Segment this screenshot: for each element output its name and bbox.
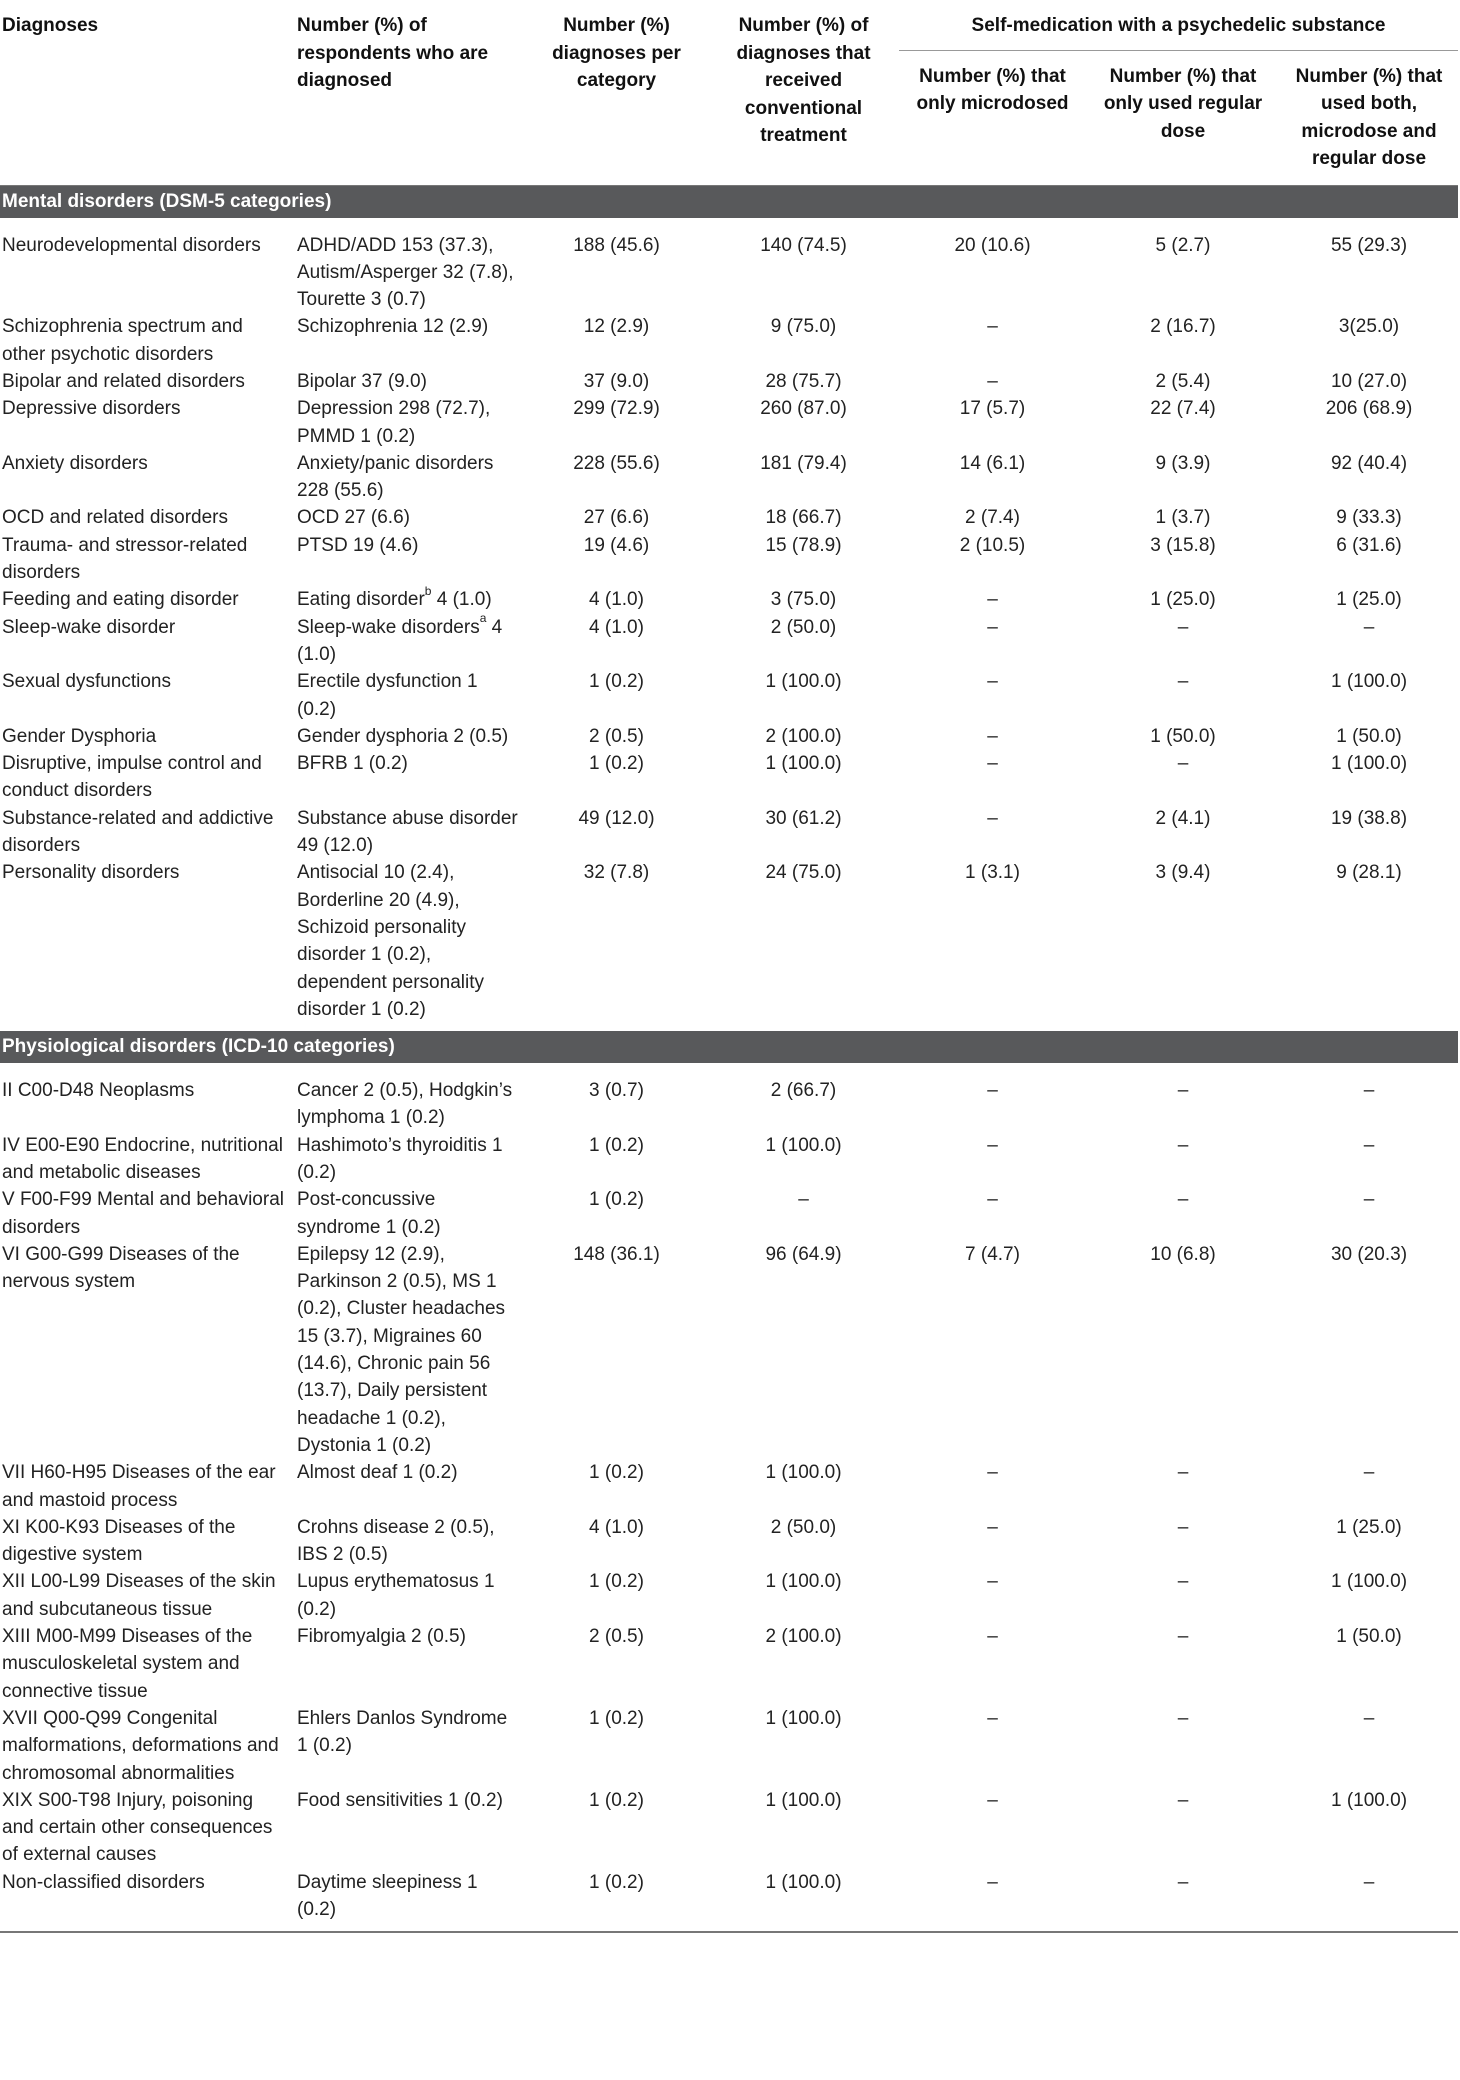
cell-only-regular-dose: 1 (25.0) — [1150, 589, 1216, 611]
cell-only-regular-dose: – — [1177, 753, 1189, 775]
cell-both-doses: 1 (100.0) — [1330, 1789, 1408, 1811]
cell-both-doses: 55 (29.3) — [1330, 234, 1408, 256]
table-row — [0, 1568, 1458, 1623]
cell-per-category: 49 (12.0) — [578, 807, 655, 829]
header-only-microdosed: Number (%) that only microdosed — [899, 50, 1086, 185]
cell-only-microdosed: – — [987, 1871, 998, 1893]
cell-respondents: Fibromyalgia 2 (0.5) — [297, 1626, 466, 1648]
cell-only-microdosed: – — [987, 671, 998, 693]
cell-conventional: 181 (79.4) — [760, 452, 847, 474]
header-diagnoses: Diagnoses — [0, 6, 297, 185]
cell-diagnosis: OCD and related disorders — [2, 507, 228, 529]
cell-only-microdosed: – — [987, 1626, 998, 1648]
cell-respondents: Depression 298 (72.7), PMMD 1 (0.2) — [297, 398, 491, 447]
cell-both-doses: – — [1363, 1462, 1375, 1484]
cell-only-regular-dose: – — [1177, 1871, 1189, 1893]
cell-only-microdosed: 14 (6.1) — [959, 452, 1026, 474]
cell-per-category: 299 (72.9) — [573, 398, 660, 420]
cell-respondents: Bipolar 37 (9.0) — [297, 370, 427, 392]
header-both-doses: Number (%) that used both, microdose and regular dose — [1280, 50, 1458, 185]
table-row — [0, 1514, 1458, 1569]
cell-per-category: 27 (6.6) — [583, 507, 650, 529]
cell-only-regular-dose: 2 (16.7) — [1150, 316, 1216, 338]
section-spacer — [0, 218, 1458, 232]
table-row — [0, 1459, 1458, 1514]
cell-per-category: 2 (0.5) — [589, 725, 644, 747]
cell-both-doses: – — [1363, 1871, 1375, 1893]
footnote-marker: b — [424, 584, 432, 599]
cell-only-microdosed: 20 (10.6) — [954, 234, 1031, 256]
cell-respondents: Antisocial 10 (2.4), Borderline 20 (4.9), Schizoid personality disorder 1 (0.2), dependent personality disorder 1 (0.2) — [297, 862, 484, 1020]
cell-both-doses: 9 (28.1) — [1336, 862, 1402, 884]
cell-only-microdosed: – — [987, 1462, 998, 1484]
cell-both-doses: 92 (40.4) — [1330, 452, 1408, 474]
cell-respondents — [297, 586, 525, 613]
section-spacer — [0, 1063, 1458, 1077]
table-row — [0, 504, 1458, 531]
cell-only-regular-dose: 9 (3.9) — [1155, 452, 1211, 474]
cell-diagnosis: Trauma- and stressor-related disorders — [2, 534, 248, 584]
cell-respondents: Daytime sleepiness 1 (0.2) — [297, 1871, 478, 1921]
cell-per-category: 148 (36.1) — [573, 1243, 660, 1265]
cell-diagnosis: XII L00-L99 Diseases of the skin and subcutaneous tissue — [2, 1571, 276, 1620]
cell-per-category: 4 (1.0) — [589, 616, 644, 638]
cell-respondents: Substance abuse disorder 49 (12.0) — [297, 807, 518, 857]
cell-diagnosis: Substance-related and addictive disorders — [2, 807, 274, 857]
cell-diagnosis: V F00-F99 Mental and behavioral disorders — [2, 1189, 284, 1238]
cell-respondents: Anxiety/panic disorders 228 (55.6) — [297, 452, 494, 502]
cell-respondents: Post-concussive syndrome 1 (0.2) — [297, 1189, 441, 1238]
header-respondents: Number (%) of respondents who are diagnosed — [297, 6, 525, 185]
cell-only-microdosed: – — [987, 616, 998, 638]
cell-only-microdosed: – — [987, 753, 998, 775]
cell-only-regular-dose: 2 (5.4) — [1155, 370, 1211, 392]
cell-only-microdosed: 2 (10.5) — [959, 534, 1026, 556]
table-row — [0, 1623, 1458, 1705]
cell-only-microdosed: – — [987, 1134, 998, 1156]
cell-diagnosis: Disruptive, impulse control and conduct disorders — [2, 753, 262, 802]
table-row — [0, 532, 1458, 587]
section-title: Physiological disorders (ICD-10 categories) — [0, 1031, 1458, 1063]
cell-respondents: Crohns disease 2 (0.5), IBS 2 (0.5) — [297, 1516, 495, 1566]
cell-respondents: Hashimoto’s thyroiditis 1 (0.2) — [297, 1134, 503, 1183]
cell-both-doses: 10 (27.0) — [1330, 370, 1408, 392]
cell-conventional: 9 (75.0) — [770, 316, 837, 338]
cell-per-category: 12 (2.9) — [583, 316, 650, 338]
bottom-rule — [0, 1931, 1458, 1933]
cell-per-category: 1 (0.2) — [589, 1571, 644, 1593]
cell-both-doses: – — [1363, 1080, 1375, 1102]
cell-diagnosis: Personality disorders — [2, 862, 180, 884]
cell-conventional: 1 (100.0) — [765, 753, 842, 775]
cell-per-category: 32 (7.8) — [583, 862, 650, 884]
cell-only-regular-dose: – — [1177, 1571, 1189, 1593]
cell-diagnosis: Gender Dysphoria — [2, 725, 157, 747]
cell-only-regular-dose: 3 (15.8) — [1150, 534, 1216, 556]
cell-respondents: Gender dysphoria 2 (0.5) — [297, 725, 509, 747]
cell-respondents: Erectile dysfunction 1 (0.2) — [297, 671, 478, 720]
spacer-cell — [0, 1063, 1458, 1077]
cell-both-doses: – — [1363, 1134, 1375, 1156]
cell-per-category: 37 (9.0) — [583, 370, 650, 392]
cell-only-regular-dose: – — [1177, 1516, 1189, 1538]
cell-per-category: 228 (55.6) — [573, 452, 660, 474]
cell-conventional: 30 (61.2) — [765, 807, 842, 829]
table-row — [0, 614, 1458, 669]
cell-conventional: 140 (74.5) — [760, 234, 847, 256]
cell-only-regular-dose: – — [1177, 1626, 1189, 1648]
table-row — [0, 668, 1458, 723]
cell-diagnosis: Depressive disorders — [2, 398, 181, 420]
cell-only-microdosed: 7 (4.7) — [965, 1243, 1020, 1265]
cell-per-category: 2 (0.5) — [589, 1626, 644, 1648]
cell-only-regular-dose: 1 (50.0) — [1150, 725, 1216, 747]
cell-conventional: 260 (87.0) — [760, 398, 847, 420]
table-row — [0, 1241, 1458, 1459]
diagnoses-table — [0, 6, 1458, 1931]
cell-only-microdosed: – — [987, 1516, 998, 1538]
cell-conventional: 1 (100.0) — [765, 1789, 842, 1811]
cell-conventional: 96 (64.9) — [765, 1243, 842, 1265]
cell-both-doses: 1 (50.0) — [1336, 725, 1402, 747]
cell-diagnosis: VI G00-G99 Diseases of the nervous system — [2, 1243, 240, 1293]
cell-only-microdosed: – — [987, 807, 998, 829]
cell-conventional: 1 (100.0) — [765, 1707, 842, 1729]
cell-conventional: 2 (50.0) — [770, 1516, 837, 1538]
cell-diagnosis: Sexual dysfunctions — [2, 671, 171, 693]
cell-both-doses: – — [1363, 1707, 1375, 1729]
respondents-count: 4 (1.0) — [297, 616, 503, 665]
table-row — [0, 723, 1458, 750]
cell-diagnosis: Neurodevelopmental disorders — [2, 234, 261, 256]
cell-respondents: Lupus erythematosus 1 (0.2) — [297, 1571, 495, 1620]
table-body — [0, 185, 1458, 1931]
spacer-cell — [0, 218, 1458, 232]
cell-only-microdosed: – — [987, 589, 998, 611]
cell-both-doses: 9 (33.3) — [1336, 507, 1402, 529]
cell-conventional: 1 (100.0) — [765, 1462, 842, 1484]
cell-per-category: 188 (45.6) — [573, 234, 660, 256]
cell-respondents: Ehlers Danlos Syndrome 1 (0.2) — [297, 1707, 508, 1757]
cell-only-microdosed: – — [987, 1189, 998, 1211]
cell-diagnosis: Non-classified disorders — [2, 1871, 205, 1893]
cell-only-microdosed: – — [987, 1080, 998, 1102]
cell-respondents — [297, 611, 525, 669]
cell-conventional: 1 (100.0) — [765, 1134, 842, 1156]
cell-diagnosis: XI K00-K93 Diseases of the digestive system — [2, 1516, 236, 1566]
cell-only-microdosed: – — [987, 1789, 998, 1811]
table-row — [0, 232, 1458, 314]
cell-per-category: 1 (0.2) — [589, 1707, 644, 1729]
cell-conventional: 18 (66.7) — [765, 507, 842, 529]
cell-per-category: 1 (0.2) — [589, 1189, 644, 1211]
cell-per-category: 19 (4.6) — [583, 534, 650, 556]
cell-only-regular-dose: 5 (2.7) — [1155, 234, 1211, 256]
header-only-regular-dose: Number (%) that only used regular dose — [1086, 50, 1280, 185]
table-row — [0, 1186, 1458, 1241]
cell-both-doses: 3(25.0) — [1338, 316, 1400, 338]
cell-both-doses: – — [1363, 616, 1375, 638]
cell-only-regular-dose: 10 (6.8) — [1150, 1243, 1216, 1265]
cell-respondents: Cancer 2 (0.5), Hodgkin’s lymphoma 1 (0.2) — [297, 1080, 513, 1129]
cell-only-regular-dose: – — [1177, 1789, 1189, 1811]
cell-only-microdosed: 2 (7.4) — [965, 507, 1020, 529]
cell-only-microdosed: – — [987, 316, 998, 338]
cell-conventional: 3 (75.0) — [770, 589, 837, 611]
cell-conventional: – — [798, 1189, 809, 1211]
cell-respondents: OCD 27 (6.6) — [297, 507, 410, 529]
cell-respondents: Schizophrenia 12 (2.9) — [297, 316, 489, 338]
cell-conventional: 28 (75.7) — [765, 370, 842, 392]
cell-both-doses: 1 (100.0) — [1330, 753, 1408, 775]
respondents-count: 4 (1.0) — [431, 589, 492, 611]
cell-diagnosis: XIII M00-M99 Diseases of the musculoskeletal system and connective tissue — [2, 1626, 253, 1702]
table-row — [0, 1077, 1458, 1132]
cell-conventional: 15 (78.9) — [765, 534, 842, 556]
cell-conventional: 2 (100.0) — [765, 725, 842, 747]
cell-both-doses: 1 (50.0) — [1336, 1626, 1402, 1648]
table-row — [0, 1869, 1458, 1932]
cell-per-category: 1 (0.2) — [589, 1871, 644, 1893]
cell-respondents: Epilepsy 12 (2.9), Parkinson 2 (0.5), MS 1 (0.2), Cluster headaches 15 (3.7), Migraines 60 (14.6), Chronic pain 56 (13.7), Daily persistent headache 1 (0.2), Dystonia 1 (0.2) — [297, 1243, 506, 1456]
table-row — [0, 313, 1458, 368]
header-self-medication-group: Self-medication with a psychedelic substance — [899, 6, 1458, 50]
cell-per-category: 1 (0.2) — [589, 671, 644, 693]
cell-only-regular-dose: – — [1177, 1707, 1189, 1729]
cell-diagnosis: VII H60-H95 Diseases of the ear and mastoid process — [2, 1462, 276, 1511]
cell-both-doses: 1 (25.0) — [1336, 589, 1402, 611]
cell-only-regular-dose: – — [1177, 1134, 1189, 1156]
cell-only-regular-dose: – — [1177, 671, 1189, 693]
table-row — [0, 368, 1458, 395]
cell-both-doses: 30 (20.3) — [1330, 1243, 1408, 1265]
cell-only-regular-dose: – — [1177, 1080, 1189, 1102]
cell-respondents: BFRB 1 (0.2) — [297, 753, 408, 775]
cell-only-microdosed: – — [987, 725, 998, 747]
cell-conventional: 1 (100.0) — [765, 671, 842, 693]
section-header-row — [0, 185, 1458, 218]
cell-diagnosis: XIX S00-T98 Injury, poisoning and certain other consequences of external causes — [2, 1789, 273, 1866]
table-row — [0, 395, 1458, 450]
cell-respondents: PTSD 19 (4.6) — [297, 534, 419, 556]
cell-both-doses: 1 (100.0) — [1330, 671, 1408, 693]
cell-both-doses: 6 (31.6) — [1336, 534, 1402, 556]
cell-diagnosis: Feeding and eating disorder — [2, 589, 239, 611]
cell-per-category: 1 (0.2) — [589, 1134, 644, 1156]
respondents-text: Eating disorder — [297, 589, 425, 611]
cell-diagnosis: Schizophrenia spectrum and other psychotic disorders — [2, 316, 243, 365]
cell-only-regular-dose: 3 (9.4) — [1155, 862, 1211, 884]
cell-both-doses: 19 (38.8) — [1330, 807, 1408, 829]
respondents-text: Sleep-wake disorders — [297, 616, 480, 638]
cell-diagnosis: XVII Q00-Q99 Congenital malformations, deformations and chromosomal abnormalities — [2, 1707, 279, 1784]
cell-per-category: 1 (0.2) — [589, 1789, 644, 1811]
cell-diagnosis: II C00-D48 Neoplasms — [2, 1080, 195, 1102]
cell-only-regular-dose: 22 (7.4) — [1150, 398, 1216, 420]
table-row — [0, 805, 1458, 860]
cell-diagnosis: Anxiety disorders — [2, 452, 148, 474]
section-header-row — [0, 1031, 1458, 1063]
cell-only-regular-dose: – — [1177, 1189, 1189, 1211]
cell-only-microdosed: – — [987, 370, 998, 392]
table-row — [0, 1132, 1458, 1187]
table-row — [0, 1787, 1458, 1869]
cell-only-regular-dose: 1 (3.7) — [1155, 507, 1211, 529]
cell-both-doses: 1 (25.0) — [1336, 1516, 1402, 1538]
cell-only-regular-dose: – — [1177, 1462, 1189, 1484]
cell-conventional: 1 (100.0) — [765, 1871, 842, 1893]
section-title: Mental disorders (DSM-5 categories) — [0, 185, 1458, 218]
cell-both-doses: 206 (68.9) — [1325, 398, 1413, 420]
table-row — [0, 586, 1458, 613]
cell-conventional: 1 (100.0) — [765, 1571, 842, 1593]
header-conventional: Number (%) of diagnoses that received conventional treatment — [708, 6, 899, 185]
cell-only-regular-dose: 2 (4.1) — [1155, 807, 1211, 829]
cell-per-category: 1 (0.2) — [589, 753, 644, 775]
cell-only-microdosed: – — [987, 1571, 998, 1593]
cell-respondents: ADHD/ADD 153 (37.3), Autism/Asperger 32 (7.8), Tourette 3 (0.7) — [297, 234, 514, 311]
cell-respondents: Almost deaf 1 (0.2) — [297, 1462, 458, 1484]
footnote-marker: a — [479, 611, 487, 626]
cell-only-regular-dose: – — [1177, 616, 1189, 638]
cell-both-doses: – — [1363, 1189, 1375, 1211]
table-row — [0, 1705, 1458, 1787]
cell-only-microdosed: – — [987, 1707, 998, 1729]
cell-per-category: 3 (0.7) — [589, 1080, 644, 1102]
cell-diagnosis: Sleep-wake disorder — [2, 616, 176, 638]
table-row — [0, 450, 1458, 505]
table-row — [0, 750, 1458, 805]
cell-conventional: 2 (66.7) — [770, 1080, 837, 1102]
table-row — [0, 859, 1458, 1031]
cell-per-category: 4 (1.0) — [589, 589, 644, 611]
cell-per-category: 4 (1.0) — [589, 1516, 644, 1538]
cell-diagnosis: IV E00-E90 Endocrine, nutritional and metabolic diseases — [2, 1134, 283, 1183]
cell-conventional: 2 (50.0) — [770, 616, 837, 638]
cell-only-microdosed: 1 (3.1) — [965, 862, 1020, 884]
cell-conventional: 2 (100.0) — [765, 1626, 842, 1648]
header-per-category: Number (%) diagnoses per category — [525, 6, 708, 185]
cell-per-category: 1 (0.2) — [589, 1462, 644, 1484]
cell-respondents: Food sensitivities 1 (0.2) — [297, 1789, 503, 1811]
cell-conventional: 24 (75.0) — [765, 862, 842, 884]
table-header — [0, 6, 1458, 185]
cell-diagnosis: Bipolar and related disorders — [2, 370, 245, 392]
cell-both-doses: 1 (100.0) — [1330, 1571, 1408, 1593]
cell-only-microdosed: 17 (5.7) — [959, 398, 1026, 420]
